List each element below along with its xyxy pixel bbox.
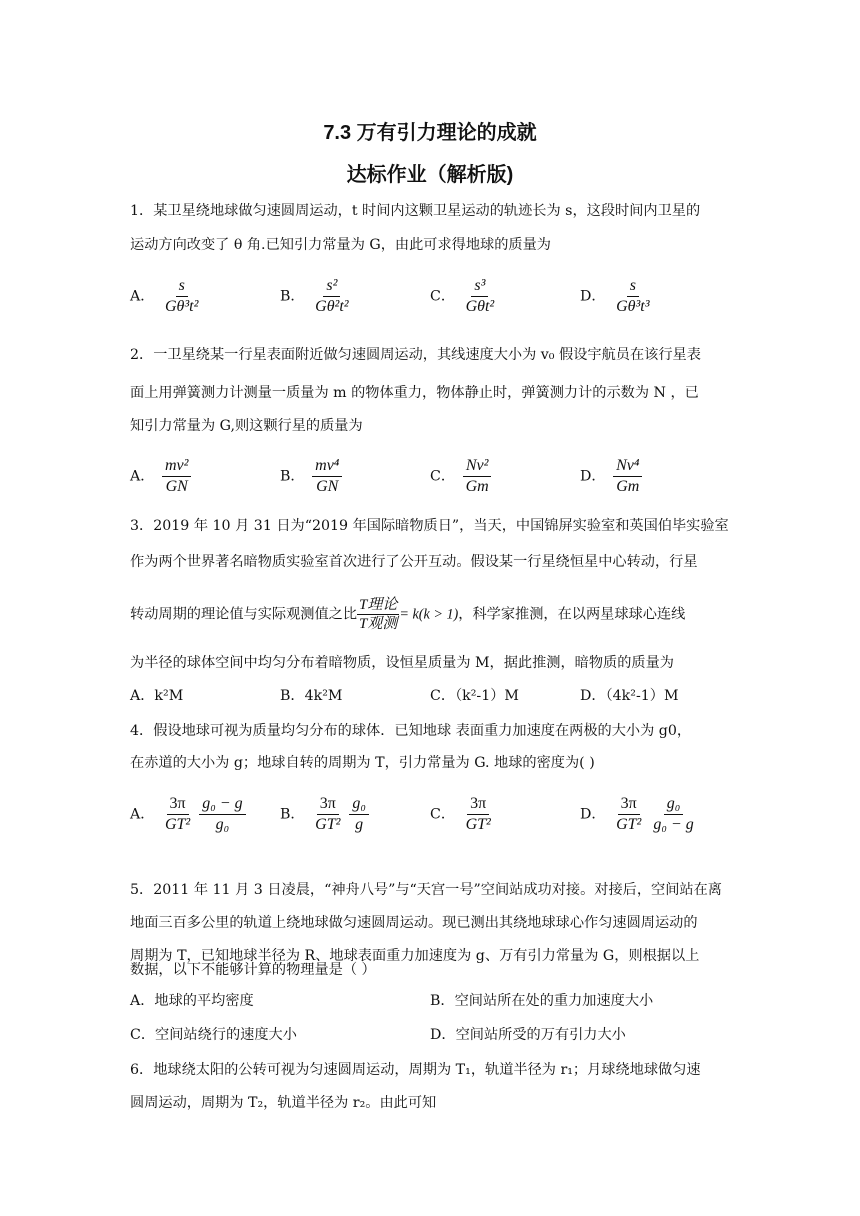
document-subtitle: 达标作业（解析版) [346, 164, 514, 186]
denominator: Gθ²t² [315, 298, 349, 315]
q4-text-line-1: 4．假设地球可视为质量均匀分布的球体．已知地球 表面重力加速度在两极的大小为 g0， [130, 723, 692, 739]
q5-text-line-2: 地面三百多公里的轨道上绕地球做匀速圆周运动。现已测出其绕地球球心作匀速圆周运动的 [130, 915, 698, 931]
q2-text-line-1: 2．一卫星绕某一行星表面附近做匀速圆周运动，其线速度大小为 v₀ 假设宇航员在该行星表 [130, 347, 701, 363]
denominator: GN [165, 478, 188, 495]
denominator: g₀ − g [653, 816, 694, 833]
q1-option-c [430, 277, 500, 316]
q5-text-line-4-text: 数据，以下不能够计算的物理量是（ ） [130, 962, 376, 978]
fraction [312, 277, 351, 316]
q3-text-line-4: 为半径的球体空间中均匀分布着暗物质，设恒星质量为 M，据此推测，暗物质的质量为 [130, 655, 674, 671]
numerator: Nv² [463, 457, 492, 477]
q4-option-b [280, 795, 372, 834]
option-label: A． [130, 288, 155, 305]
fraction [199, 795, 245, 834]
denominator: GT² [465, 816, 491, 833]
q4-option-a [130, 795, 249, 834]
q5-text-line-1: 5．2011 年 11 月 3 日凌晨，“神舟八号”与“天宫一号”空间站成功对接。对接后，空间站在离 [130, 882, 722, 898]
q3-option-d: D．（4k²-1）M [580, 688, 679, 704]
numerator: 3π [467, 795, 489, 815]
denominator: GT² [164, 816, 191, 833]
fraction [613, 457, 642, 496]
denominator: Gθ³t² [164, 298, 199, 315]
option-label: A． [130, 806, 155, 823]
ratio-denominator: T观测 [359, 616, 398, 632]
numerator: s³ [471, 277, 488, 297]
q1-option-a [130, 277, 204, 316]
q3-option-c: C．（k²-1）M [430, 688, 519, 704]
option-label: B． [280, 806, 305, 823]
denominator: GT² [315, 816, 341, 833]
numerator: mv⁴ [312, 457, 342, 477]
q2-option-b [280, 457, 345, 496]
q3-text-line-3 [130, 596, 740, 633]
option-label: B． [280, 468, 305, 485]
option-label: B． [280, 288, 305, 305]
numerator: mv² [162, 457, 191, 477]
fraction [463, 457, 492, 496]
option-label: D． [580, 468, 606, 485]
fraction [650, 795, 696, 834]
q2-option-a [130, 457, 194, 496]
q2-option-d [580, 457, 645, 496]
fraction [613, 795, 644, 834]
denominator: g [355, 816, 364, 833]
q5-option-d: D．空间站所受的万有引力大小 [430, 1027, 626, 1043]
option-label: C． [430, 468, 456, 485]
q3-text-line-2: 作为两个世界著名暗物质实验室首次进行了公开互动。假设某一行星绕恒星中心转动，行星 [130, 554, 698, 570]
fraction [312, 457, 342, 496]
fraction [162, 277, 201, 316]
q2-text-line-2: 面上用弹簧测力计测量一质量为 m 的物体重力，物体静止时，弹簧测力计的示数为 N ，已 [130, 385, 699, 401]
numerator: 3π [317, 795, 339, 815]
numerator: 3π [618, 795, 640, 815]
denominator: g₀ [215, 816, 230, 833]
q3-line3-suffix: ，科学家推测，在以两星球球心连线 [458, 606, 686, 623]
fraction [463, 795, 494, 834]
denominator: GT² [616, 816, 642, 833]
q1-text-line-2: 运动方向改变了 θ 角.已知引力常量为 G，由此可求得地球的质量为 [130, 237, 551, 253]
q4-option-d [580, 795, 700, 834]
numerator: s [627, 277, 639, 297]
fraction [162, 795, 193, 834]
q2-text-line-3: 知引力常量为 G,则这颗行星的质量为 [130, 418, 363, 434]
q5-option-b: B．空间站所在处的重力加速度大小 [430, 993, 654, 1009]
fraction [463, 277, 498, 316]
q3-line3-prefix: 转动周期的理论值与实际观测值之比 [130, 606, 358, 623]
numerator: g₀ − g [199, 795, 245, 815]
option-label: C． [430, 288, 456, 305]
ratio-condition: = k(k > 1) [399, 606, 459, 623]
numerator: g₀ [349, 795, 369, 815]
denominator: Gm [616, 478, 640, 495]
q1-text-line-1: 1．某卫星绕地球做匀速圆周运动，t 时间内这颗卫星运动的轨迹长为 s，这段时间内卫星的 [130, 203, 701, 219]
numerator: Nv⁴ [613, 457, 642, 477]
denominator: Gθt² [465, 298, 495, 315]
q4-option-c [430, 795, 497, 834]
option-label: C． [430, 806, 456, 823]
q6-text-line-2: 圆周运动，周期为 T₂，轨道半径为 r₂。由此可知 [130, 1095, 437, 1111]
q2-option-c [430, 457, 495, 496]
q5-option-a: A．地球的平均密度 [130, 993, 254, 1009]
denominator: Gθ³t³ [616, 298, 650, 315]
q3-text-line-1: 3．2019 年 10 月 31 日为“2019 年国际暗物质日”，当天，中国锦屏实验室和英国伯毕实验室 [130, 518, 729, 534]
option-label: D． [580, 288, 606, 305]
denominator: Gm [465, 478, 489, 495]
option-label: A． [130, 468, 155, 485]
numerator: g₀ [664, 795, 684, 815]
document-title: 7.3 万有引力理论的成就 [323, 122, 537, 144]
q1-option-b [280, 277, 355, 316]
denominator: GN [316, 478, 339, 495]
ratio-numerator: T理论 [359, 597, 398, 613]
fraction [312, 795, 343, 834]
q3-option-b: B．4k²M [280, 688, 343, 704]
option-label: D． [580, 806, 606, 823]
numerator: 3π [167, 795, 189, 815]
q6-text-line-1: 6．地球绕太阳的公转可视为匀速圆周运动，周期为 T₁，轨道半径为 r₁；月球绕地球做匀速 [130, 1062, 701, 1078]
fraction [162, 457, 191, 496]
fraction [613, 277, 652, 316]
q4-text-line-2: 在赤道的大小为 g；地球自转的周期为 T，引力常量为 G. 地球的密度为( ) [130, 755, 595, 771]
q1-option-d [580, 277, 656, 316]
numerator: s² [323, 277, 340, 297]
q5-option-c: C．空间站绕行的速度大小 [130, 1027, 297, 1043]
period-ratio-fraction [357, 596, 399, 633]
q3-option-a: A．k²M [130, 688, 184, 704]
fraction [349, 795, 369, 834]
numerator: s [176, 277, 188, 297]
q5-text-line-3: 周期为 T，已知地球半径为 R、地球表面重力加速度为 g、万有引力常量为 G，则根据以上 [130, 948, 700, 964]
